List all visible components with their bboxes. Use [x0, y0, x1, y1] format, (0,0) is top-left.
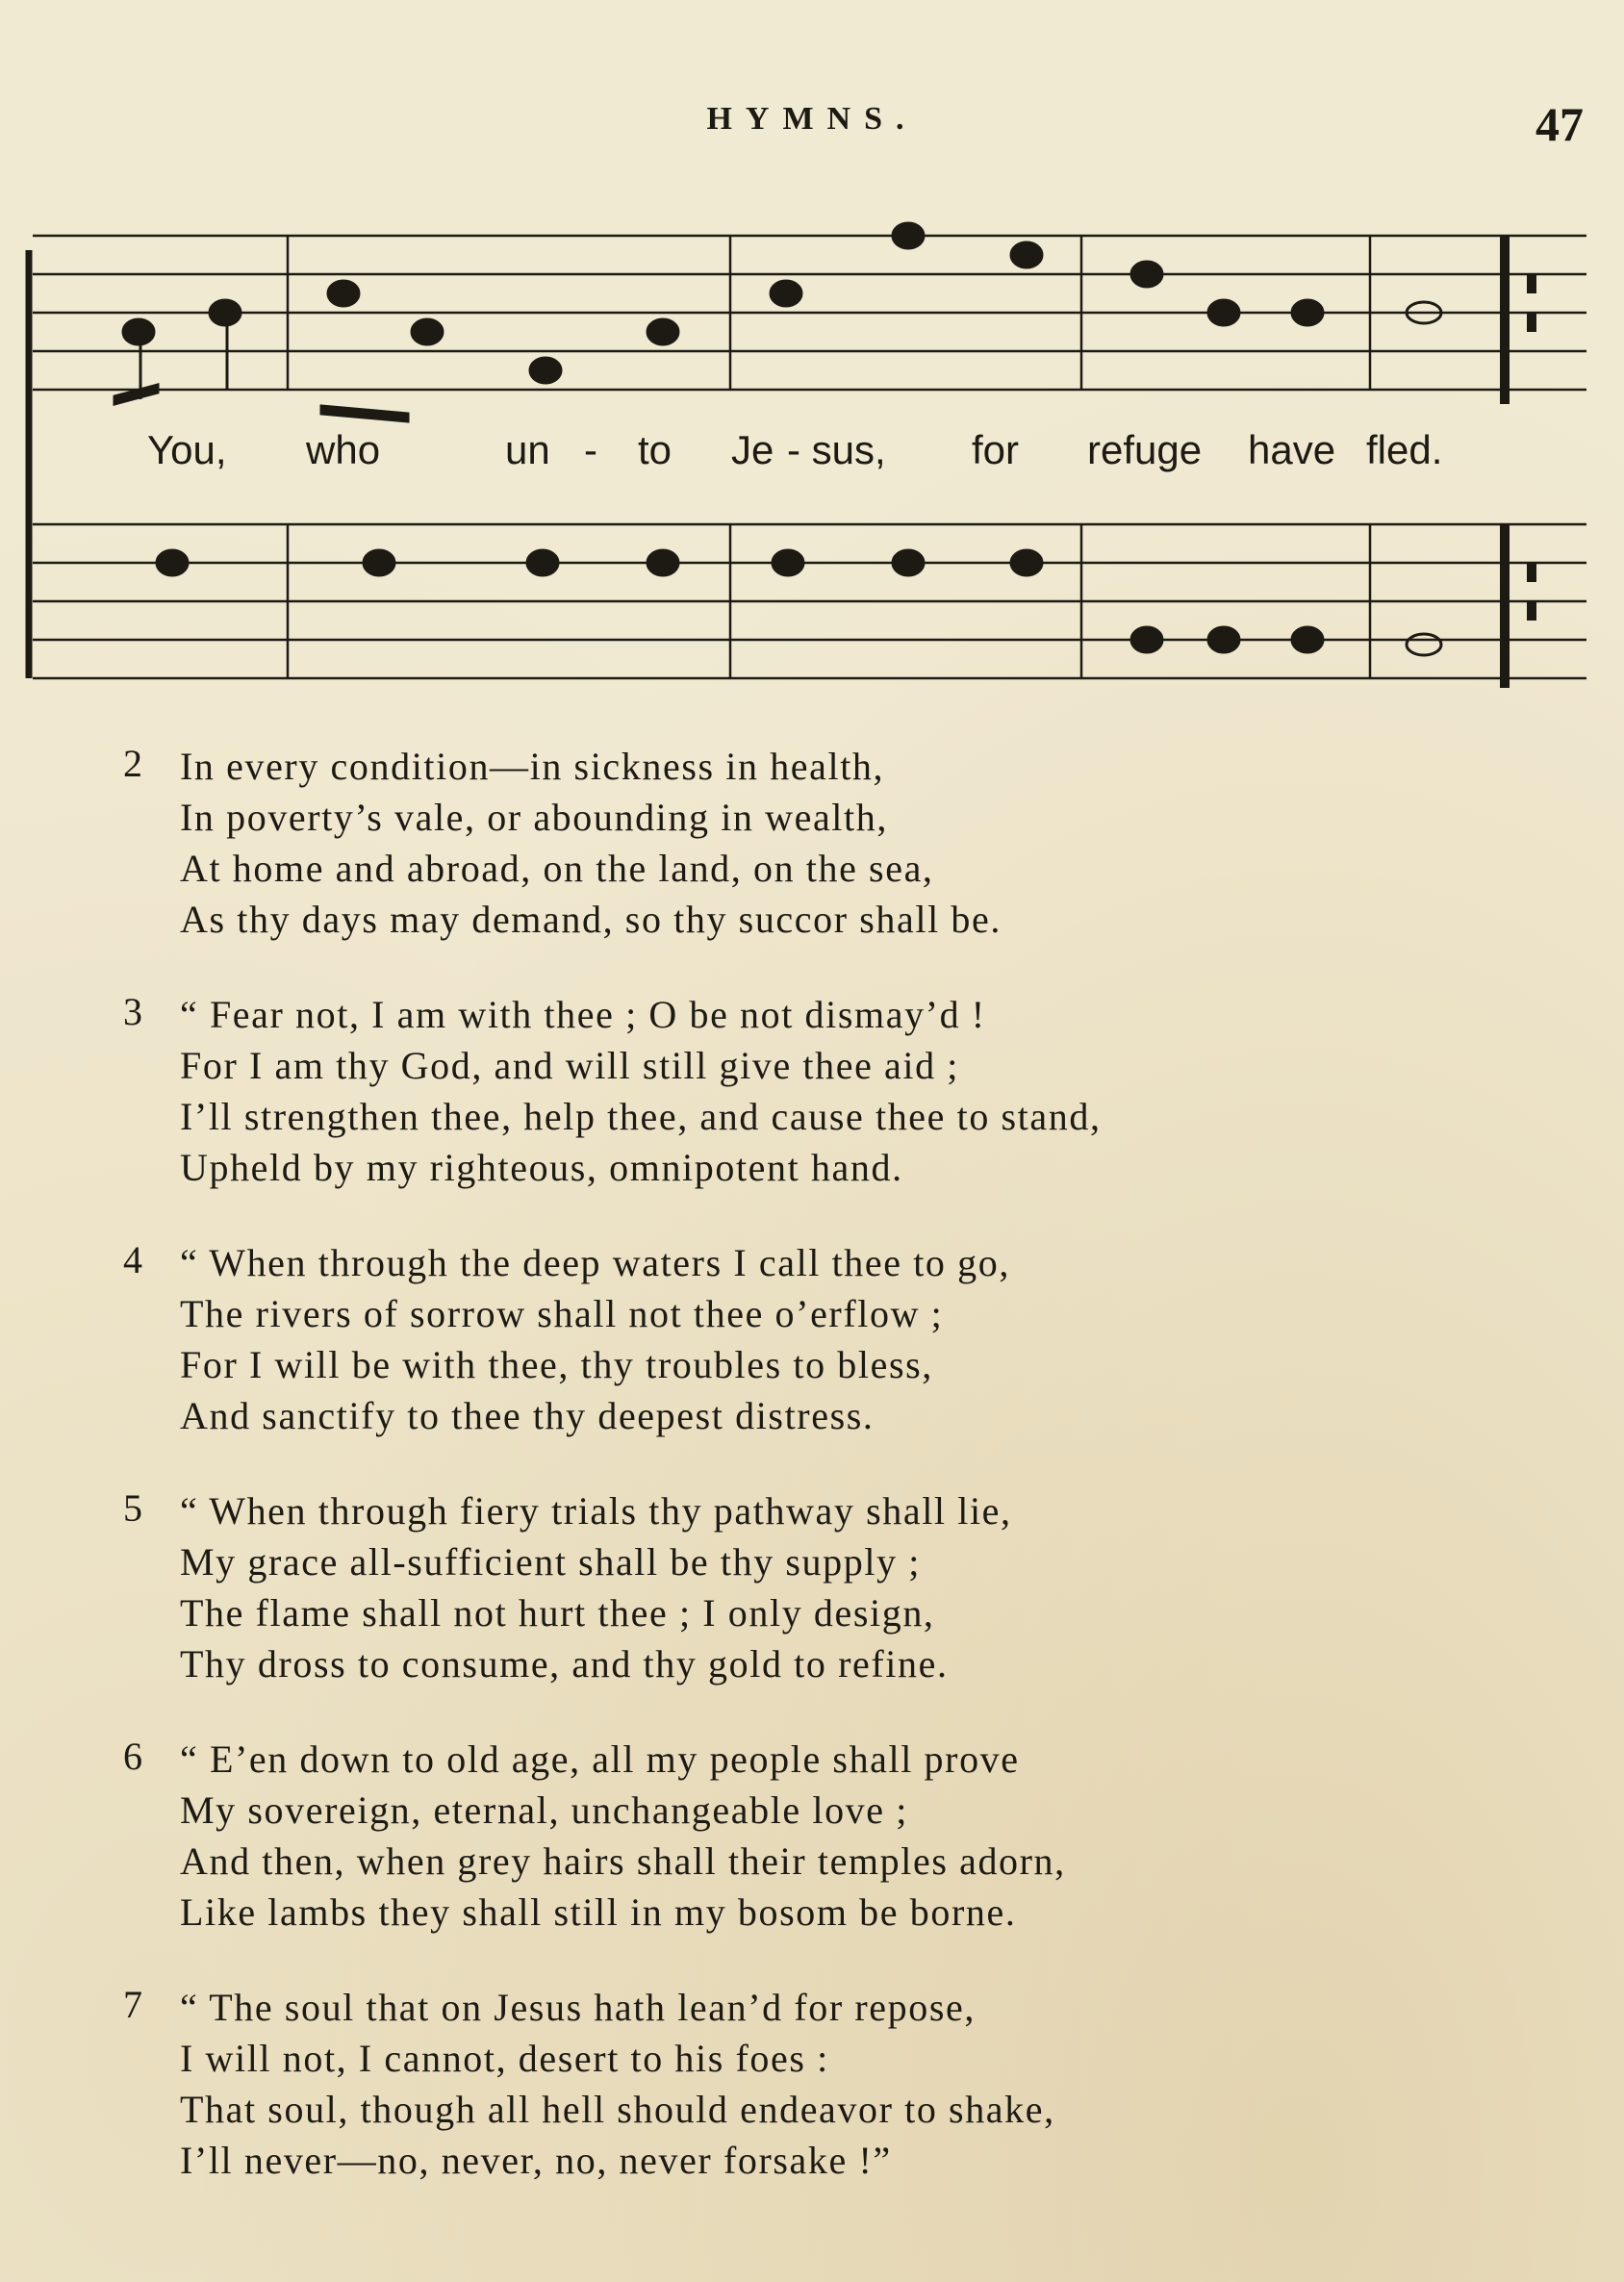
lyric-syllable: fled.	[1366, 427, 1443, 472]
stanza-number: 7	[123, 1983, 142, 2026]
verse-line: Upheld by my righteous, omnipotent hand.	[180, 1146, 903, 1189]
stanza-number: 5	[123, 1486, 142, 1530]
lyric-syllable: You,	[147, 427, 227, 472]
stanza-number: 6	[123, 1735, 142, 1778]
verse-line: “ When through the deep waters I call thee to go,	[180, 1241, 1010, 1284]
verse-line: At home and abroad, on the land, on the sea,	[180, 847, 934, 890]
verse-line: And sanctify to thee thy deepest distress.	[180, 1394, 875, 1437]
verse-line: In every condition—in sickness in health,	[180, 745, 885, 788]
verse-line: The rivers of sorrow shall not thee o’erflow ;	[180, 1292, 944, 1335]
stanza	[125, 1485, 1587, 1689]
stanza	[125, 989, 1587, 1193]
stanza	[125, 1734, 1587, 1938]
running-head: HYMNS.	[706, 101, 918, 137]
stanza	[125, 1982, 1587, 2186]
verse-line: For I will be with thee, thy troubles to bless,	[180, 1343, 933, 1386]
verse-line: “ Fear not, I am with thee ; O be not dismay’d !	[180, 993, 986, 1036]
lyric-syllable: Je	[731, 427, 774, 472]
lyric-syllable: refuge	[1087, 427, 1203, 472]
lyric-syllable: have	[1248, 427, 1336, 472]
lyric-syllable: to	[638, 427, 672, 472]
verse-line: I’ll strengthen thee, help thee, and cause thee to stand,	[180, 1095, 1102, 1138]
hymn-verses	[125, 741, 1587, 2230]
lyric-syllable: -	[584, 427, 597, 472]
verse-line: “ The soul that on Jesus hath lean’d for repose,	[180, 1986, 976, 2029]
lyric-syllable: for	[972, 427, 1020, 472]
verse-line: I will not, I cannot, desert to his foes :	[180, 2037, 829, 2080]
verse-line: “ When through fiery trials thy pathway shall lie,	[180, 1489, 1012, 1533]
verse-line: That soul, though all hell should endeavor to shake,	[180, 2088, 1055, 2131]
verse-line: My sovereign, eternal, unchangeable love ;	[180, 1788, 908, 1832]
verse-line: I’ll never—no, never, no, never forsake !”	[180, 2139, 892, 2182]
stanza-number: 4	[123, 1238, 142, 1281]
verse-line: In poverty’s vale, or abounding in wealth,	[180, 796, 888, 839]
lyric-syllable: - sus,	[787, 427, 886, 472]
verse-line: For I am thy God, and will still give thee aid ;	[180, 1044, 960, 1087]
verse-line: And then, when grey hairs shall their temples adorn,	[180, 1839, 1066, 1883]
verse-line: My grace all-sufficient shall be thy supply ;	[180, 1540, 921, 1584]
page-number: 47	[1535, 97, 1584, 151]
stanza-number: 3	[123, 990, 142, 1033]
verse-line: “ E’en down to old age, all my people shall prove	[180, 1737, 1020, 1781]
verse-line: As thy days may demand, so thy succor shall be.	[180, 898, 1002, 941]
lyric-syllable: who	[306, 427, 381, 472]
stanza	[125, 741, 1587, 945]
lyric-syllable: un	[505, 427, 550, 472]
stanza	[125, 1237, 1587, 1441]
stanza-number: 2	[123, 742, 142, 785]
verse-line: The flame shall not hurt thee ; I only design,	[180, 1591, 935, 1635]
verse-line: Like lambs they shall still in my bosom be borne.	[180, 1890, 1017, 1934]
verse-line: Thy dross to consume, and thy gold to refine.	[180, 1642, 949, 1686]
